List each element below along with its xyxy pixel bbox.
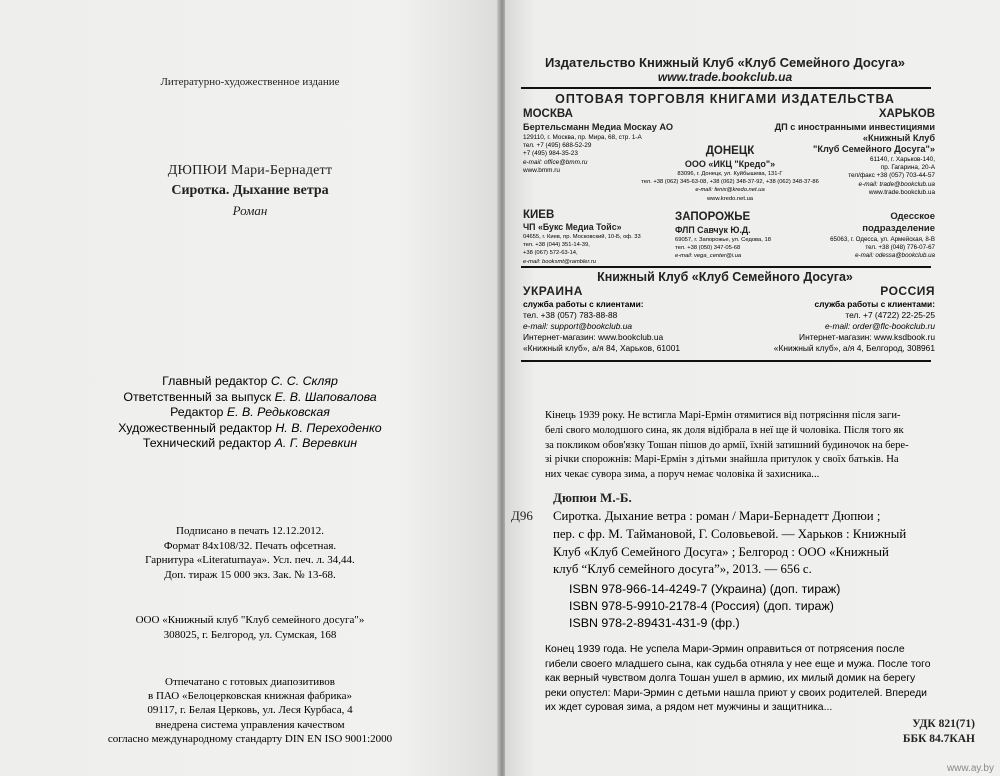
printer-line: согласно международному стандарту DIN EN ISO 9001:2000	[107, 732, 393, 745]
odessa-contacts	[795, 236, 935, 261]
service-line: служба работы с клиентами:	[814, 299, 935, 309]
right-page	[505, 0, 1000, 776]
contact-line: www.trade.bookclub.ua	[868, 188, 935, 196]
donetsk-org: ООО «ИКЦ "Кредо"»	[684, 159, 776, 169]
annotation-line: белі свого молодшого сина, як доля відібрала в неї ще й чоловіка. Після того як	[545, 424, 904, 436]
service-line: служба работы с клиентами:	[523, 299, 644, 309]
annotation-line: реки опустел: Мари-Эрмин с детьми нашла приют у своих родителей. Впереди	[545, 687, 927, 699]
contact-line: тел/факс +38 (057) 703-44-57	[848, 172, 935, 180]
isbn-block	[569, 581, 840, 633]
credit-line: Ответственный за выпуск Е. В. Шаповалова	[123, 389, 377, 404]
service-line: Интернет-магазин: www.bookclub.ua	[523, 332, 664, 342]
kiev-org: ЧП «Букс Медиа Тойс»	[523, 222, 622, 232]
isbn-line: ISBN 978-5-9910-2178-4 (Россия) (доп. тираж)	[569, 599, 834, 614]
contact-line: тел. +38 (050) 347-05-68	[675, 245, 741, 252]
bib-description	[553, 508, 906, 579]
isbn-line: ISBN 978-966-14-4249-7 (Украина) (доп. тираж)	[569, 582, 841, 596]
udk-code: УДК 821(71)	[912, 718, 975, 730]
bib-author: Дюпюи М.-Б.	[553, 490, 632, 505]
kharkov-org: ДП с иностранными инвестициями	[774, 122, 935, 132]
author-name: ДЮПЮИ Мари-Бернадетт	[167, 163, 333, 178]
publisher-line: 308025, г. Белгород, ул. Сумская, 168	[163, 629, 337, 641]
contact-line: www.bmm.ru	[523, 166, 560, 174]
print-info-line: Гарнитура «Literaturnaya». Усл. печ. л. 34,44.	[145, 554, 355, 567]
zaporozhye-org: ФЛП Савчук Ю.Д.	[675, 225, 751, 235]
credit-line: Редактор Е. В. Редьковская	[170, 405, 330, 420]
contact-line: e-mail: booksmt@rambler.ru	[523, 258, 596, 265]
annotation-line: Кінець 1939 року. Не встигла Марі-Ермін отямитися від потрясіння після заги-	[545, 410, 901, 421]
contact-line: пр. Гагарина, 20-А	[880, 164, 935, 172]
credit-line: Главный редактор С. С. Скляр	[162, 374, 338, 388]
service-line: e-mail: order@flc-bookclub.ru	[825, 321, 935, 331]
city-moscow: МОСКВА	[523, 108, 573, 120]
contact-line: тел. +7 (495) 688-52-29	[523, 142, 592, 150]
ukraine-service	[523, 299, 680, 354]
printer-line: в ПАО «Белоцерковская книжная фабрика»	[148, 690, 352, 703]
russia-service	[751, 299, 935, 354]
divider	[521, 266, 931, 268]
edition-type: Литературно-художественное издание	[160, 76, 340, 88]
city-odessa-2: подразделение	[862, 223, 935, 234]
divider	[521, 360, 931, 362]
printer-line: внедрена система управления качеством	[155, 718, 345, 731]
bib-line: пер. с фр. М. Таймановой, Г. Соловьевой. — Харьков : Книжный	[553, 526, 907, 541]
kharkov-org3: "Клуб Семейного Досуга"»	[813, 144, 935, 154]
print-info-block	[0, 524, 500, 582]
city-kharkov: ХАРЬКОВ	[878, 108, 935, 120]
publisher-header-url: www.trade.bookclub.ua	[657, 70, 793, 84]
contact-line: +7 (495) 984-35-23	[523, 150, 578, 158]
kiev-contacts	[523, 233, 641, 266]
country-ukraine: УКРАИНА	[523, 284, 583, 298]
annotation-line: их ждет суровая зима, а рядом нет мужчины и защитника...	[545, 702, 833, 714]
moscow-org: Бертельсманн Медиа Москау АО	[523, 122, 674, 132]
annotation-line: за покликом обов'язку Тошан пішов до армії, їхній затишний будиночок на бере-	[545, 439, 909, 451]
publisher-header-title: Издательство Книжный Клуб «Клуб Семейного Досуга»	[544, 55, 906, 70]
annotation-line: гибели своего младшего сына, как судьба отняла у нее еще и мужа. После того	[545, 658, 931, 670]
annotation-line: как верный чувством долга Тошан ушел в армию, их милый домик на берегу	[545, 673, 916, 685]
moscow-contacts	[523, 134, 642, 175]
credit-line: Художественный редактор Н. В. Переходенко	[118, 420, 382, 435]
country-russia: РОССИЯ	[880, 284, 935, 298]
city-odessa: Одесское	[890, 211, 935, 222]
contact-line: тел. +38 (044) 351-14-39,	[523, 242, 590, 249]
contact-line: тел. +38 (062) 345-63-08, +38 (062) 348-37-92, +38 (062) 348-37-86	[641, 179, 819, 186]
credits-block	[0, 374, 500, 452]
club-heading: Книжный Клуб «Клуб Семейного Досуга»	[597, 270, 853, 284]
wholesale-heading: ОПТОВАЯ ТОРГОВЛЯ КНИГАМИ ИЗДАТЕЛЬСТВА	[555, 92, 895, 106]
bib-line: Клуб «Клуб Семейного Досуга» ; Белгород : ООО «Книжный	[553, 544, 889, 559]
contact-line: 04655, г. Киев, пр. Московский, 10-Б, оф. 33	[523, 234, 641, 240]
kharkov-org2: «Книжный Клуб	[862, 133, 935, 143]
publisher-line: ООО «Книжный клуб "Клуб семейного досуга"»	[135, 614, 365, 626]
donetsk-contacts	[613, 170, 847, 203]
annotation-ukrainian	[545, 409, 909, 483]
contact-line: 61140, г. Харьков-140,	[869, 156, 935, 163]
annotation-russian	[545, 643, 930, 716]
service-line: «Книжный клуб», а/я 84, Харьков, 61001	[523, 343, 681, 353]
printer-line: Отпечатано с готовых диапозитивов	[165, 676, 335, 688]
watermark: www.ay.by	[946, 763, 994, 774]
print-info-line: Подписано в печать 12.12.2012.	[176, 525, 324, 537]
service-line: «Книжный клуб», а/я 4, Белгород, 308961	[773, 343, 935, 353]
annotation-line: зі річки спорожнів: Марі-Ермін з дітьми знайшла притулок у своїх батьків. На	[545, 454, 899, 466]
zaporozhye-contacts	[675, 236, 771, 261]
contact-line: 69057, г. Запорожье, ул. Седова, 18	[675, 237, 771, 243]
service-line: Интернет-магазин: www.ksdbook.ru	[799, 332, 935, 342]
contact-line: тел. +38 (048) 776-07-67	[865, 244, 935, 252]
contact-line: 129110, г. Москва, пр. Мира, 68, стр. 1-А	[523, 134, 642, 141]
city-zaporozhye: ЗАПОРОЖЬЕ	[675, 211, 751, 223]
contact-line: www.kredo.net.ua	[706, 195, 754, 202]
contact-line: e-mail: office@bmm.ru	[523, 158, 588, 166]
printer-line: 09117, г. Белая Церковь, ул. Леся Курбаса, 4	[147, 704, 353, 717]
contact-line: e-mail: trade@bookclub.ua	[858, 180, 935, 188]
book-title: Сиротка. Дыхание ветра	[171, 183, 329, 198]
city-kiev: КИЕВ	[523, 209, 555, 221]
printer-block	[0, 675, 500, 746]
bib-line: Сиротка. Дыхание ветра : роман / Мари-Бернадетт Дюпюи ;	[553, 509, 881, 523]
credit-line: Технический редактор А. Г. Веревкин	[142, 436, 358, 451]
contact-line: +38 (067) 572-63-14,	[523, 250, 578, 257]
service-line: тел. +38 (057) 783-88-88	[523, 310, 618, 320]
contact-line: 65063, г. Одесса, ул. Армейская, 8-В	[830, 236, 935, 243]
contact-line: 83096, г. Донецк, ул. Куйбышева, 131-Г	[677, 171, 783, 177]
annotation-line: Конец 1939 года. Не успела Мари-Эрмин оправиться от потрясения после	[545, 644, 905, 655]
service-line: тел. +7 (4722) 22-25-25	[845, 310, 935, 320]
publisher-block	[0, 613, 500, 643]
service-line: e-mail: support@bookclub.ua	[523, 321, 633, 331]
bib-line: клуб “Клуб семейного досуга”», 2013. — 656 с.	[553, 562, 812, 577]
contact-line: e-mail: odessa@bookclub.ua	[855, 252, 935, 260]
bib-code: Д96	[511, 508, 533, 523]
print-info-line: Формат 84x108/32. Печать офсетная.	[163, 539, 337, 552]
isbn-line: ISBN 978-2-89431-431-9 (фр.)	[569, 616, 740, 631]
print-info-line: Доп. тираж 15 000 экз. Зак. № 13-68.	[164, 568, 336, 581]
city-donetsk: ДОНЕЦК	[705, 145, 755, 157]
annotation-line: них чекає сувора зима, а поруч немає чоловіка й захисника...	[545, 469, 820, 481]
book-genre: Роман	[232, 203, 268, 218]
bbk-code: ББК 84.7КАН	[902, 733, 975, 745]
divider	[521, 87, 931, 89]
contact-line: e-mail: fenix@kredo.net.ua	[695, 187, 765, 194]
contact-line: e-mail: vega_center@i.ua	[675, 253, 742, 260]
